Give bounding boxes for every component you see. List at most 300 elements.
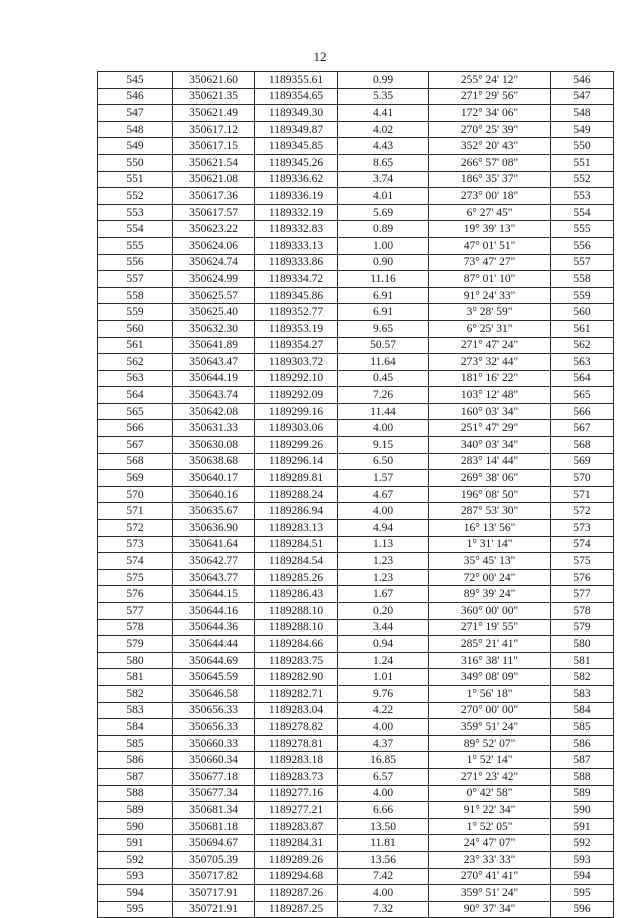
- bearing-cell: 87° 01' 10": [429, 271, 551, 288]
- table-row: [98, 503, 614, 520]
- next-point-cell: 556: [551, 237, 614, 254]
- x-coordinate-cell: 350617.12: [173, 121, 255, 138]
- distance-cell: 13.56: [338, 851, 429, 868]
- distance-cell: 6.91: [338, 287, 429, 304]
- next-point-cell: 572: [551, 503, 614, 520]
- y-coordinate-cell: 1189355.61: [255, 72, 338, 89]
- table-row: [98, 287, 614, 304]
- distance-cell: 7.26: [338, 387, 429, 404]
- distance-cell: 16.85: [338, 752, 429, 769]
- bearing-cell: 103° 12' 48": [429, 387, 551, 404]
- table-row: [98, 237, 614, 254]
- distance-cell: 6.50: [338, 453, 429, 470]
- point-number-cell: 573: [98, 536, 173, 553]
- point-number-cell: 550: [98, 154, 173, 171]
- x-coordinate-cell: 350624.99: [173, 271, 255, 288]
- table-row: [98, 88, 614, 105]
- point-number-cell: 560: [98, 320, 173, 337]
- table-row: [98, 337, 614, 354]
- y-coordinate-cell: 1189288.24: [255, 486, 338, 503]
- distance-cell: 5.35: [338, 88, 429, 105]
- next-point-cell: 573: [551, 520, 614, 537]
- point-number-cell: 566: [98, 420, 173, 437]
- x-coordinate-cell: 350705.39: [173, 851, 255, 868]
- y-coordinate-cell: 1189288.10: [255, 619, 338, 636]
- table-row: [98, 669, 614, 686]
- x-coordinate-cell: 350624.06: [173, 237, 255, 254]
- point-number-cell: 581: [98, 669, 173, 686]
- table-row: [98, 138, 614, 155]
- bearing-cell: 1° 52' 05": [429, 818, 551, 835]
- point-number-cell: 547: [98, 105, 173, 122]
- bearing-cell: 273° 00' 18": [429, 188, 551, 205]
- y-coordinate-cell: 1189289.81: [255, 470, 338, 487]
- table-row: [98, 486, 614, 503]
- table-row: [98, 636, 614, 653]
- x-coordinate-cell: 350617.15: [173, 138, 255, 155]
- y-coordinate-cell: 1189282.90: [255, 669, 338, 686]
- coordinates-table: [97, 71, 614, 918]
- distance-cell: 6.57: [338, 768, 429, 785]
- next-point-cell: 553: [551, 188, 614, 205]
- bearing-cell: 35° 45' 13": [429, 553, 551, 570]
- x-coordinate-cell: 350621.08: [173, 171, 255, 188]
- point-number-cell: 559: [98, 304, 173, 321]
- y-coordinate-cell: 1189336.19: [255, 188, 338, 205]
- y-coordinate-cell: 1189283.18: [255, 752, 338, 769]
- x-coordinate-cell: 350656.33: [173, 719, 255, 736]
- x-coordinate-cell: 350641.89: [173, 337, 255, 354]
- table-row: [98, 354, 614, 371]
- next-point-cell: 546: [551, 72, 614, 89]
- distance-cell: 4.01: [338, 188, 429, 205]
- point-number-cell: 574: [98, 553, 173, 570]
- bearing-cell: 3° 28' 59": [429, 304, 551, 321]
- distance-cell: 0.89: [338, 221, 429, 238]
- table-row: [98, 420, 614, 437]
- bearing-cell: 316° 38' 11": [429, 652, 551, 669]
- point-number-cell: 577: [98, 603, 173, 620]
- y-coordinate-cell: 1189333.86: [255, 254, 338, 271]
- next-point-cell: 581: [551, 652, 614, 669]
- table-row: [98, 901, 614, 918]
- y-coordinate-cell: 1189278.81: [255, 735, 338, 752]
- x-coordinate-cell: 350642.08: [173, 403, 255, 420]
- distance-cell: 6.91: [338, 304, 429, 321]
- y-coordinate-cell: 1189284.31: [255, 835, 338, 852]
- y-coordinate-cell: 1189296.14: [255, 453, 338, 470]
- y-coordinate-cell: 1189333.13: [255, 237, 338, 254]
- distance-cell: 0.99: [338, 72, 429, 89]
- bearing-cell: 270° 00' 00": [429, 702, 551, 719]
- x-coordinate-cell: 350642.77: [173, 553, 255, 570]
- point-number-cell: 593: [98, 868, 173, 885]
- table-row: [98, 752, 614, 769]
- table-row: [98, 387, 614, 404]
- x-coordinate-cell: 350621.49: [173, 105, 255, 122]
- table-row: [98, 702, 614, 719]
- bearing-cell: 181° 16' 22": [429, 370, 551, 387]
- x-coordinate-cell: 350631.33: [173, 420, 255, 437]
- y-coordinate-cell: 1189283.73: [255, 768, 338, 785]
- next-point-cell: 587: [551, 752, 614, 769]
- y-coordinate-cell: 1189354.27: [255, 337, 338, 354]
- distance-cell: 0.94: [338, 636, 429, 653]
- distance-cell: 11.64: [338, 354, 429, 371]
- distance-cell: 4.00: [338, 785, 429, 802]
- table-row: [98, 105, 614, 122]
- table-row: [98, 121, 614, 138]
- bearing-cell: 1° 52' 14": [429, 752, 551, 769]
- point-number-cell: 582: [98, 685, 173, 702]
- bearing-cell: 91° 22' 34": [429, 802, 551, 819]
- next-point-cell: 566: [551, 403, 614, 420]
- table-row: [98, 154, 614, 171]
- x-coordinate-cell: 350625.40: [173, 304, 255, 321]
- point-number-cell: 545: [98, 72, 173, 89]
- distance-cell: 4.00: [338, 885, 429, 902]
- next-point-cell: 579: [551, 619, 614, 636]
- y-coordinate-cell: 1189286.43: [255, 586, 338, 603]
- distance-cell: 0.45: [338, 370, 429, 387]
- table-row: [98, 221, 614, 238]
- bearing-cell: 271° 23' 42": [429, 768, 551, 785]
- distance-cell: 1.57: [338, 470, 429, 487]
- x-coordinate-cell: 350617.57: [173, 204, 255, 221]
- point-number-cell: 590: [98, 818, 173, 835]
- table-row: [98, 586, 614, 603]
- next-point-cell: 557: [551, 254, 614, 271]
- x-coordinate-cell: 350660.33: [173, 735, 255, 752]
- distance-cell: 4.00: [338, 719, 429, 736]
- bearing-cell: 6° 27' 45": [429, 204, 551, 221]
- y-coordinate-cell: 1189283.87: [255, 818, 338, 835]
- next-point-cell: 590: [551, 802, 614, 819]
- bearing-cell: 0° 42' 58": [429, 785, 551, 802]
- bearing-cell: 271° 19' 55": [429, 619, 551, 636]
- bearing-cell: 196° 08' 50": [429, 486, 551, 503]
- y-coordinate-cell: 1189353.19: [255, 320, 338, 337]
- point-number-cell: 587: [98, 768, 173, 785]
- point-number-cell: 563: [98, 370, 173, 387]
- table-row: [98, 520, 614, 537]
- table-row: [98, 719, 614, 736]
- distance-cell: 4.00: [338, 503, 429, 520]
- point-number-cell: 558: [98, 287, 173, 304]
- next-point-cell: 563: [551, 354, 614, 371]
- distance-cell: 7.32: [338, 901, 429, 918]
- next-point-cell: 584: [551, 702, 614, 719]
- distance-cell: 11.44: [338, 403, 429, 420]
- distance-cell: 5.69: [338, 204, 429, 221]
- bearing-cell: 271° 29' 56": [429, 88, 551, 105]
- bearing-cell: 19° 39' 13": [429, 221, 551, 238]
- next-point-cell: 589: [551, 785, 614, 802]
- next-point-cell: 555: [551, 221, 614, 238]
- x-coordinate-cell: 350625.57: [173, 287, 255, 304]
- point-number-cell: 578: [98, 619, 173, 636]
- x-coordinate-cell: 350638.68: [173, 453, 255, 470]
- next-point-cell: 549: [551, 121, 614, 138]
- y-coordinate-cell: 1189349.87: [255, 121, 338, 138]
- table-row: [98, 304, 614, 321]
- distance-cell: 50.57: [338, 337, 429, 354]
- bearing-cell: 1° 56' 18": [429, 685, 551, 702]
- point-number-cell: 552: [98, 188, 173, 205]
- bearing-cell: 1° 31' 14": [429, 536, 551, 553]
- x-coordinate-cell: 350717.91: [173, 885, 255, 902]
- point-number-cell: 586: [98, 752, 173, 769]
- distance-cell: 11.16: [338, 271, 429, 288]
- next-point-cell: 575: [551, 553, 614, 570]
- next-point-cell: 588: [551, 768, 614, 785]
- point-number-cell: 580: [98, 652, 173, 669]
- point-number-cell: 589: [98, 802, 173, 819]
- table-row: [98, 370, 614, 387]
- table-row: [98, 254, 614, 271]
- x-coordinate-cell: 350681.18: [173, 818, 255, 835]
- coordinates-table-body: [98, 72, 614, 918]
- distance-cell: 3.74: [338, 171, 429, 188]
- bearing-cell: 73° 47' 27": [429, 254, 551, 271]
- point-number-cell: 553: [98, 204, 173, 221]
- x-coordinate-cell: 350644.44: [173, 636, 255, 653]
- x-coordinate-cell: 350630.08: [173, 437, 255, 454]
- distance-cell: 4.02: [338, 121, 429, 138]
- next-point-cell: 585: [551, 719, 614, 736]
- distance-cell: 4.41: [338, 105, 429, 122]
- next-point-cell: 567: [551, 420, 614, 437]
- next-point-cell: 560: [551, 304, 614, 321]
- x-coordinate-cell: 350643.47: [173, 354, 255, 371]
- x-coordinate-cell: 350681.34: [173, 802, 255, 819]
- y-coordinate-cell: 1189278.82: [255, 719, 338, 736]
- table-row: [98, 619, 614, 636]
- point-number-cell: 554: [98, 221, 173, 238]
- x-coordinate-cell: 350645.59: [173, 669, 255, 686]
- point-number-cell: 588: [98, 785, 173, 802]
- next-point-cell: 596: [551, 901, 614, 918]
- next-point-cell: 591: [551, 818, 614, 835]
- y-coordinate-cell: 1189349.30: [255, 105, 338, 122]
- distance-cell: 1.23: [338, 553, 429, 570]
- distance-cell: 1.13: [338, 536, 429, 553]
- x-coordinate-cell: 350717.82: [173, 868, 255, 885]
- y-coordinate-cell: 1189283.04: [255, 702, 338, 719]
- bearing-cell: 340° 03' 34": [429, 437, 551, 454]
- point-number-cell: 592: [98, 851, 173, 868]
- y-coordinate-cell: 1189345.86: [255, 287, 338, 304]
- bearing-cell: 255° 24' 12": [429, 72, 551, 89]
- x-coordinate-cell: 350624.74: [173, 254, 255, 271]
- next-point-cell: 551: [551, 154, 614, 171]
- distance-cell: 9.76: [338, 685, 429, 702]
- bearing-cell: 89° 39' 24": [429, 586, 551, 603]
- next-point-cell: 580: [551, 636, 614, 653]
- point-number-cell: 579: [98, 636, 173, 653]
- x-coordinate-cell: 350640.16: [173, 486, 255, 503]
- x-coordinate-cell: 350636.90: [173, 520, 255, 537]
- y-coordinate-cell: 1189332.19: [255, 204, 338, 221]
- distance-cell: 1.00: [338, 237, 429, 254]
- table-row: [98, 204, 614, 221]
- next-point-cell: 558: [551, 271, 614, 288]
- point-number-cell: 570: [98, 486, 173, 503]
- distance-cell: 3.44: [338, 619, 429, 636]
- point-number-cell: 572: [98, 520, 173, 537]
- table-row: [98, 171, 614, 188]
- next-point-cell: 592: [551, 835, 614, 852]
- bearing-cell: 270° 25' 39": [429, 121, 551, 138]
- x-coordinate-cell: 350641.64: [173, 536, 255, 553]
- distance-cell: 1.24: [338, 652, 429, 669]
- point-number-cell: 569: [98, 470, 173, 487]
- point-number-cell: 571: [98, 503, 173, 520]
- point-number-cell: 567: [98, 437, 173, 454]
- next-point-cell: 552: [551, 171, 614, 188]
- table-row: [98, 802, 614, 819]
- table-row: [98, 768, 614, 785]
- bearing-cell: 186° 35' 37": [429, 171, 551, 188]
- y-coordinate-cell: 1189292.09: [255, 387, 338, 404]
- next-point-cell: 583: [551, 685, 614, 702]
- next-point-cell: 547: [551, 88, 614, 105]
- y-coordinate-cell: 1189283.75: [255, 652, 338, 669]
- next-point-cell: 559: [551, 287, 614, 304]
- bearing-cell: 266° 57' 08": [429, 154, 551, 171]
- distance-cell: 4.43: [338, 138, 429, 155]
- point-number-cell: 594: [98, 885, 173, 902]
- y-coordinate-cell: 1189334.72: [255, 271, 338, 288]
- point-number-cell: 555: [98, 237, 173, 254]
- y-coordinate-cell: 1189284.54: [255, 553, 338, 570]
- bearing-cell: 47° 01' 51": [429, 237, 551, 254]
- x-coordinate-cell: 350621.60: [173, 72, 255, 89]
- y-coordinate-cell: 1189283.13: [255, 520, 338, 537]
- x-coordinate-cell: 350656.33: [173, 702, 255, 719]
- y-coordinate-cell: 1189336.62: [255, 171, 338, 188]
- table-row: [98, 835, 614, 852]
- y-coordinate-cell: 1189287.26: [255, 885, 338, 902]
- table-row: [98, 868, 614, 885]
- table-row: [98, 320, 614, 337]
- next-point-cell: 594: [551, 868, 614, 885]
- distance-cell: 0.20: [338, 603, 429, 620]
- x-coordinate-cell: 350643.74: [173, 387, 255, 404]
- table-row: [98, 188, 614, 205]
- point-number-cell: 591: [98, 835, 173, 852]
- bearing-cell: 287° 53' 30": [429, 503, 551, 520]
- table-row: [98, 437, 614, 454]
- bearing-cell: 16° 13' 56": [429, 520, 551, 537]
- table-row: [98, 851, 614, 868]
- distance-cell: 4.67: [338, 486, 429, 503]
- x-coordinate-cell: 350643.77: [173, 569, 255, 586]
- y-coordinate-cell: 1189303.06: [255, 420, 338, 437]
- bearing-cell: 23° 33' 33": [429, 851, 551, 868]
- y-coordinate-cell: 1189284.51: [255, 536, 338, 553]
- x-coordinate-cell: 350721.91: [173, 901, 255, 918]
- next-point-cell: 562: [551, 337, 614, 354]
- y-coordinate-cell: 1189286.94: [255, 503, 338, 520]
- distance-cell: 8.65: [338, 154, 429, 171]
- next-point-cell: 595: [551, 885, 614, 902]
- y-coordinate-cell: 1189288.10: [255, 603, 338, 620]
- y-coordinate-cell: 1189292.10: [255, 370, 338, 387]
- distance-cell: 4.94: [338, 520, 429, 537]
- distance-cell: 13.50: [338, 818, 429, 835]
- y-coordinate-cell: 1189303.72: [255, 354, 338, 371]
- y-coordinate-cell: 1189289.26: [255, 851, 338, 868]
- y-coordinate-cell: 1189277.16: [255, 785, 338, 802]
- x-coordinate-cell: 350644.36: [173, 619, 255, 636]
- point-number-cell: 576: [98, 586, 173, 603]
- x-coordinate-cell: 350677.18: [173, 768, 255, 785]
- x-coordinate-cell: 350677.34: [173, 785, 255, 802]
- next-point-cell: 571: [551, 486, 614, 503]
- distance-cell: 6.66: [338, 802, 429, 819]
- point-number-cell: 562: [98, 354, 173, 371]
- bearing-cell: 359° 51' 24": [429, 885, 551, 902]
- x-coordinate-cell: 350644.19: [173, 370, 255, 387]
- point-number-cell: 575: [98, 569, 173, 586]
- bearing-cell: 269° 38' 06": [429, 470, 551, 487]
- distance-cell: 7.42: [338, 868, 429, 885]
- next-point-cell: 569: [551, 453, 614, 470]
- bearing-cell: 90° 37' 34": [429, 901, 551, 918]
- next-point-cell: 554: [551, 204, 614, 221]
- table-row: [98, 785, 614, 802]
- table-row: [98, 735, 614, 752]
- table-row: [98, 453, 614, 470]
- bearing-cell: 283° 14' 44": [429, 453, 551, 470]
- x-coordinate-cell: 350644.69: [173, 652, 255, 669]
- y-coordinate-cell: 1189285.26: [255, 569, 338, 586]
- point-number-cell: 565: [98, 403, 173, 420]
- table-row: [98, 536, 614, 553]
- point-number-cell: 564: [98, 387, 173, 404]
- x-coordinate-cell: 350621.35: [173, 88, 255, 105]
- distance-cell: 4.00: [338, 420, 429, 437]
- y-coordinate-cell: 1189299.16: [255, 403, 338, 420]
- distance-cell: 1.01: [338, 669, 429, 686]
- distance-cell: 11.81: [338, 835, 429, 852]
- point-number-cell: 551: [98, 171, 173, 188]
- table-row: [98, 603, 614, 620]
- x-coordinate-cell: 350617.36: [173, 188, 255, 205]
- table-row: [98, 553, 614, 570]
- bearing-cell: 273° 32' 44": [429, 354, 551, 371]
- x-coordinate-cell: 350632.30: [173, 320, 255, 337]
- distance-cell: 9.15: [338, 437, 429, 454]
- next-point-cell: 586: [551, 735, 614, 752]
- x-coordinate-cell: 350644.16: [173, 603, 255, 620]
- x-coordinate-cell: 350635.67: [173, 503, 255, 520]
- bearing-cell: 72° 00' 24": [429, 569, 551, 586]
- next-point-cell: 578: [551, 603, 614, 620]
- x-coordinate-cell: 350694.67: [173, 835, 255, 852]
- bearing-cell: 24° 47' 07": [429, 835, 551, 852]
- next-point-cell: 561: [551, 320, 614, 337]
- next-point-cell: 582: [551, 669, 614, 686]
- bearing-cell: 352° 20' 43": [429, 138, 551, 155]
- bearing-cell: 359° 51' 24": [429, 719, 551, 736]
- bearing-cell: 270° 41' 41": [429, 868, 551, 885]
- y-coordinate-cell: 1189284.66: [255, 636, 338, 653]
- table-row: [98, 652, 614, 669]
- x-coordinate-cell: 350646.58: [173, 685, 255, 702]
- next-point-cell: 577: [551, 586, 614, 603]
